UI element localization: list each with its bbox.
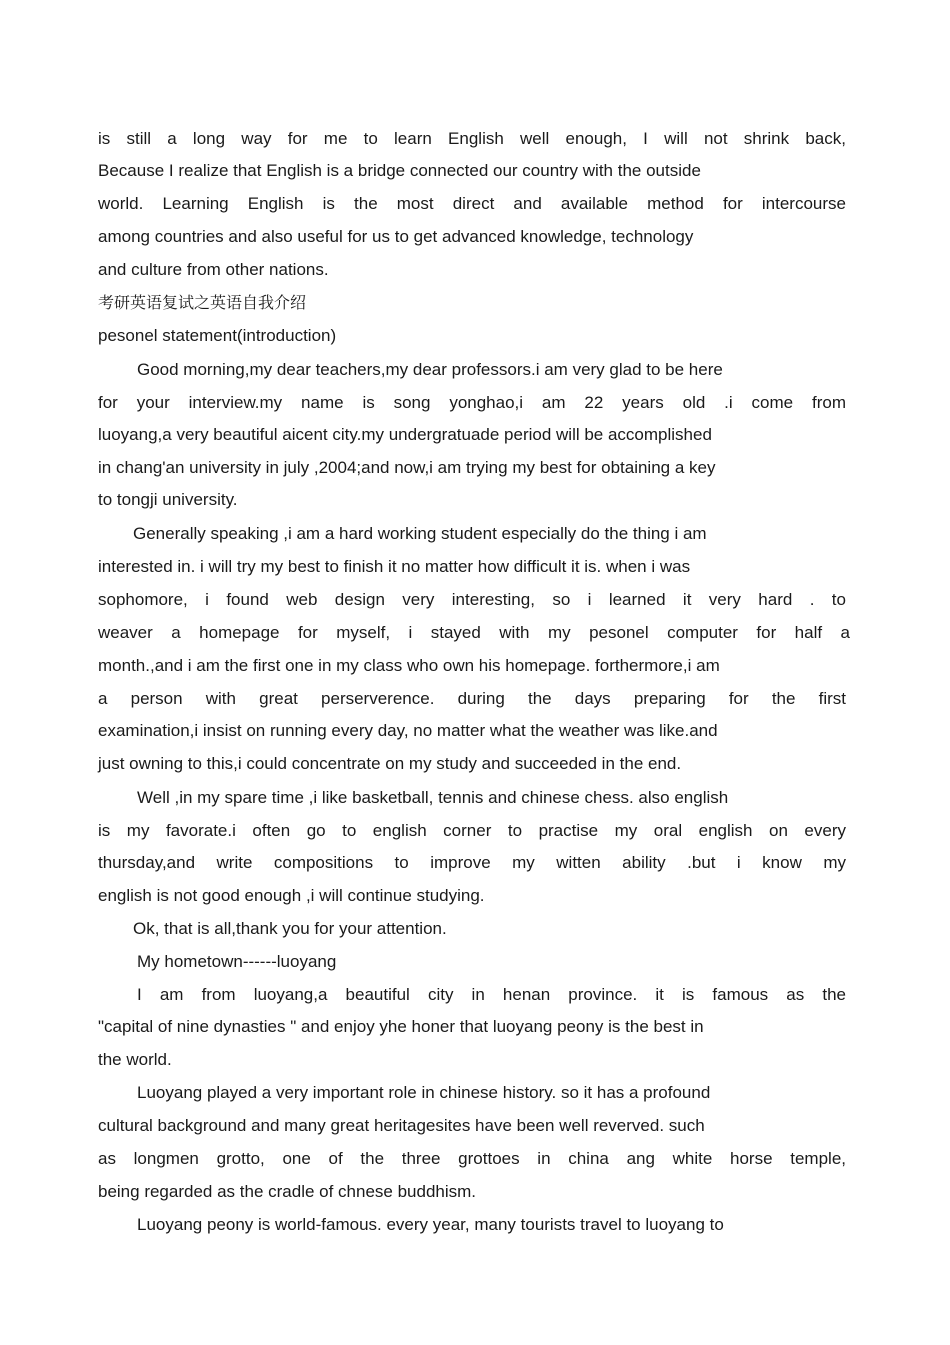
section-heading: 考研英语复试之英语自我介绍 — [98, 293, 307, 312]
text-line: is still a long way for me to learn English well enough, I will not shrink back, — [98, 129, 846, 148]
text-line: to tongji university. — [98, 490, 238, 509]
text-line: Well ,in my spare time ,i like basketball, tennis and chinese chess. also english — [137, 788, 729, 807]
text-line: sophomore, i found web design very interesting, so i learned it very hard . to — [98, 590, 846, 609]
text-line: month.,and i am the first one in my class who own his homepage. forthermore,i am — [98, 656, 720, 675]
text-line: and culture from other nations. — [98, 260, 329, 279]
text-line: Luoyang peony is world-famous. every year, many tourists travel to luoyang to — [137, 1215, 724, 1234]
text-line: a person with great perserverence. during the days preparing for the first — [98, 689, 846, 708]
text-line: being regarded as the cradle of chnese buddhism. — [98, 1182, 477, 1201]
text-line: english is not good enough ,i will continue studying. — [98, 886, 485, 905]
text-line: just owning to this,i could concentrate on my study and succeeded in the end. — [98, 754, 682, 773]
text-line: Ok, that is all,thank you for your attention. — [133, 919, 447, 938]
text-line: Generally speaking ,i am a hard working student especially do the thing i am — [133, 524, 707, 543]
text-line: Good morning,my dear teachers,my dear professors.i am very glad to be here — [137, 360, 723, 379]
text-line: for your interview.my name is song yonghao,i am 22 years old .i come from — [98, 393, 846, 412]
text-line: in chang'an university in july ,2004;and now,i am trying my best for obtaining a key — [98, 458, 716, 477]
text-line: "capital of nine dynasties " and enjoy yhe honer that luoyang peony is the best in — [98, 1017, 704, 1036]
text-line: I am from luoyang,a beautiful city in henan province. it is famous as the — [137, 985, 846, 1004]
text-line: thursday,and write compositions to improve my witten ability .but i know my — [98, 853, 846, 872]
text-line: luoyang,a very beautiful aicent city.my undergratuade period will be accomplished — [98, 425, 712, 444]
subheading: pesonel statement(introduction) — [98, 326, 337, 345]
text-line: is my favorate.i often go to english corner to practise my oral english on every — [98, 821, 846, 840]
text-line: weaver a homepage for myself, i stayed with my pesonel computer for half a — [98, 623, 850, 642]
subheading: My hometown------luoyang — [137, 952, 337, 971]
text-line: Luoyang played a very important role in chinese history. so it has a profound — [137, 1083, 711, 1102]
text-line: as longmen grotto, one of the three grottoes in china ang white horse temple, — [98, 1149, 846, 1168]
text-line: the world. — [98, 1050, 172, 1069]
text-line: among countries and also useful for us to get advanced knowledge, technology — [98, 227, 694, 246]
text-line: Because I realize that English is a bridge connected our country with the outside — [98, 161, 701, 180]
text-line: examination,i insist on running every day, no matter what the weather was like.and — [98, 721, 718, 740]
text-line: cultural background and many great heritagesites have been well reverved. such — [98, 1116, 705, 1135]
text-line: interested in. i will try my best to finish it no matter how difficult it is. when i was — [98, 557, 691, 576]
text-line: world. Learning English is the most direct and available method for intercourse — [98, 194, 846, 213]
